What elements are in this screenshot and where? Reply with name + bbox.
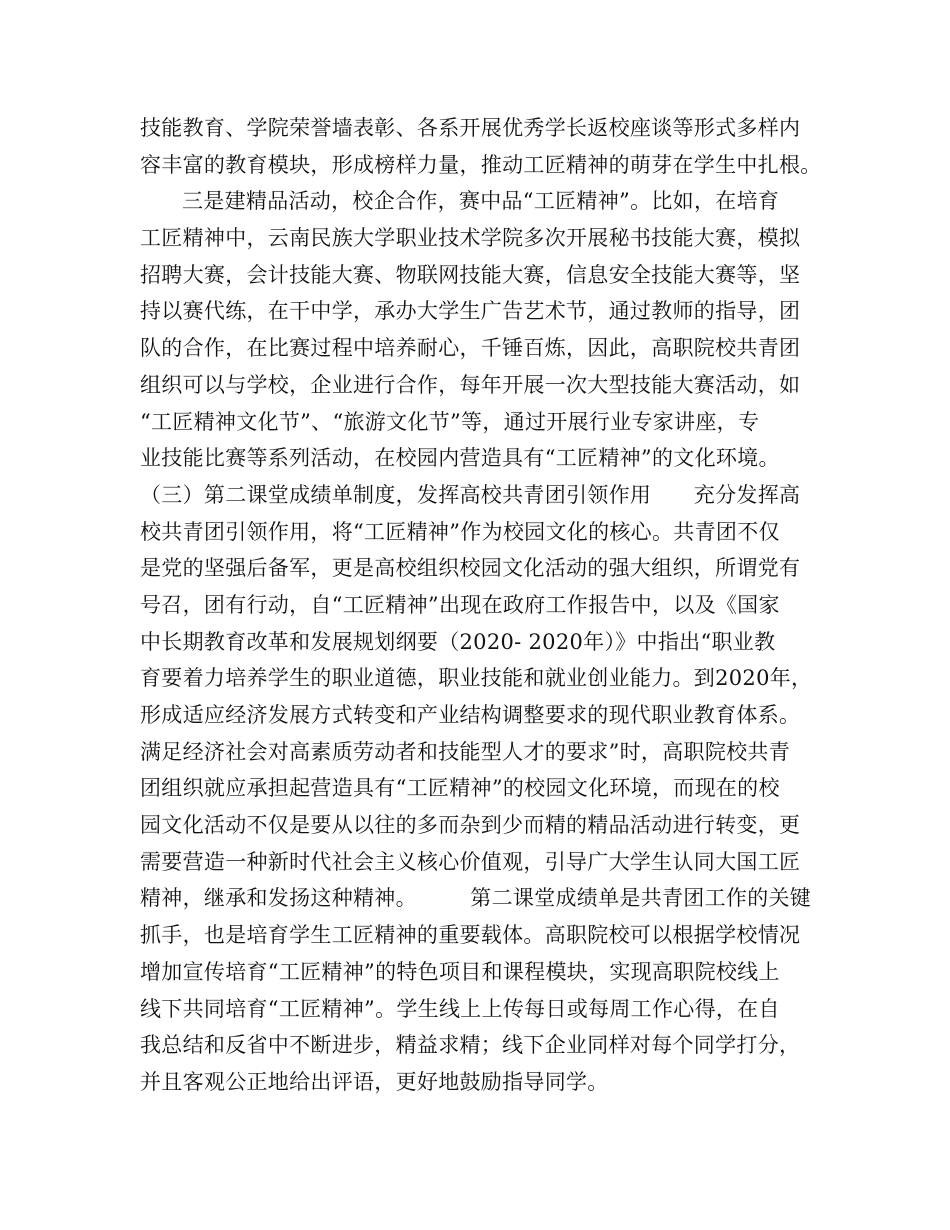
text-line: 我总结和反省中不断进步，精益求精；线下企业同样对每个同学打分， xyxy=(140,1033,801,1058)
text-line: 精神，继承和发扬这种精神。 第二课堂成绩单是共青团工作的关键 xyxy=(140,886,812,911)
text-line: “工匠精神文化节”、“旅游文化节”等，通过开展行业专家讲座，专 xyxy=(140,409,760,434)
text-line: 队的合作，在比赛过程中培养耐心，千锤百炼，因此，高职院校共青团 xyxy=(140,336,801,361)
text-line: 满足经济社会对高素质劳动者和技能型人才的要求”时，高职院校共青 xyxy=(140,739,791,764)
text-line: 招聘大赛，会计技能大赛、物联网技能大赛，信息安全技能大赛等，坚 xyxy=(140,262,801,287)
text-line: 校共青团引领作用，将“工匠精神”作为校园文化的核心。共青团不仅 xyxy=(140,519,780,544)
text-line: 业技能比赛等系列活动，在校园内营造具有“工匠精神”的文化环境。 xyxy=(140,446,780,471)
paragraph-start-line: 三是建精品活动，校企合作，赛中品“工匠精神”。比如，在培育 xyxy=(182,189,780,214)
section-heading-line: （三）第二课堂成绩单制度，发挥高校共青团引领作用 充分发挥高 xyxy=(140,482,801,507)
text-line: 团组织就应承担起营造具有“工匠精神”的校园文化环境，而现在的校 xyxy=(140,776,780,801)
text-line: 需要营造一种新时代社会主义核心价值观，引导广大学生认同大国工匠 xyxy=(140,849,801,874)
body-text xyxy=(140,110,830,1101)
text-line: 工匠精神中，云南民族大学职业技术学院多次开展秘书技能大赛，模拟 xyxy=(140,226,801,251)
text-line: 园文化活动不仅是要从以往的多而杂到少而精的精品活动进行转变，更 xyxy=(140,813,801,838)
text-line: 持以赛代练，在干中学，承办大学生广告艺术节，通过教师的指导，团 xyxy=(140,299,801,324)
text-line: 中长期教育改革和发展规划纲要（2020- 2020年）》中指出“职业教 xyxy=(140,629,776,654)
text-line: 抓手，也是培育学生工匠精神的重要载体。高职院校可以根据学校情况 xyxy=(140,923,801,948)
text-line: 增加宣传培育“工匠精神”的特色项目和课程模块，实现高职院校线上 xyxy=(140,959,780,984)
text-line: 线下共同培育“工匠精神”。学生线上上传每日或每周工作心得，在自 xyxy=(140,996,780,1021)
text-line: 技能教育、学院荣誉墙表彰、各系开展优秀学长返校座谈等形式多样内 xyxy=(140,116,801,140)
text-line: 并且客观公正地给出评语，更好地鼓励指导同学。 xyxy=(140,1069,609,1094)
text-line: 容丰富的教育模块，形成榜样力量，推动工匠精神的萌芽在学生中扎根。 xyxy=(140,152,822,177)
text-line: 是党的坚强后备军，更是高校组织校园文化活动的强大组织，所谓党有 xyxy=(140,556,801,581)
text-line: 号召，团有行动，自“工匠精神”出现在政府工作报告中，以及《国家 xyxy=(140,592,780,617)
text-line: 育要着力培养学生的职业道德，职业技能和就业创业能力。到2020年， xyxy=(140,666,813,691)
text-line: 形成适应经济发展方式转变和产业结构调整要求的现代职业教育体系。 xyxy=(140,703,801,727)
text-line: 组织可以与学校，企业进行合作，每年开展一次大型技能大赛活动，如 xyxy=(140,372,801,397)
